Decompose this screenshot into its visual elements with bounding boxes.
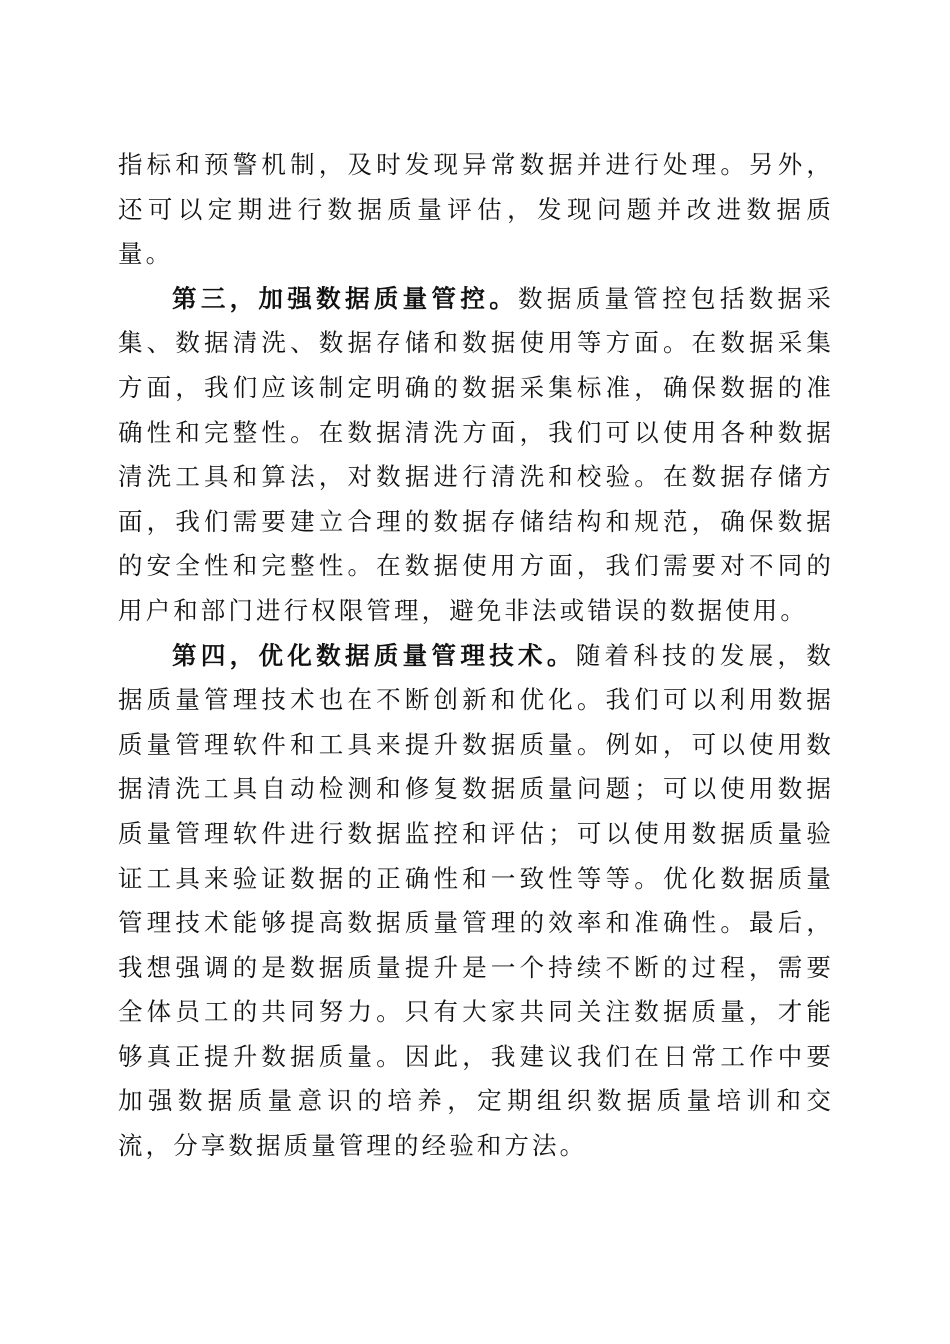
paragraph-text: 数据质量管控包括数据采集、数据清洗、数据存储和数据使用等方面。在数据采集方面，我们应该制定明确的数据采集标准，确保数据的准确性和完整性。在数据清洗方面，我们可以使用各种数据清洗工具和算法，对数据进行清洗和校验。在数据存储方面，我们需要建立合理的数据存储结构和规范，确保数据的安全性和完整性。在数据使用方面，我们需要对不同的用户和部门进行权限管理，避免非法或错误的数据使用。 <box>118 283 834 625</box>
paragraph-text: 指标和预警机制，及时发现异常数据并进行处理。另外，还可以定期进行数据质量评估，发现问题并改进数据质量。 <box>118 150 834 269</box>
paragraph-continuation <box>118 143 834 277</box>
paragraph-fourth-point <box>118 634 834 1169</box>
document-body <box>118 143 834 1169</box>
paragraph-heading: 第四，优化数据质量管理技术。 <box>172 640 576 670</box>
paragraph-text: 随着科技的发展，数据质量管理技术也在不断创新和优化。我们可以利用数据质量管理软件和工具来提升数据质量。例如，可以使用数据清洗工具自动检测和修复数据质量问题；可以使用数据质量管理软件进行数据监控和评估；可以使用数据质量验证工具来验证数据的正确性和一致性等等。优化数据质量管理技术能够提高数据质量管理的效率和准确性。最后，我想强调的是数据质量提升是一个持续不断的过程，需要全体员工的共同努力。只有大家共同关注数据质量，才能够真正提升数据质量。因此，我建议我们在日常工作中要加强数据质量意识的培养，定期组织数据质量培训和交流，分享数据质量管理的经验和方法。 <box>118 640 834 1161</box>
paragraph-third-point <box>118 277 834 634</box>
paragraph-heading: 第三，加强数据质量管控。 <box>172 283 519 313</box>
